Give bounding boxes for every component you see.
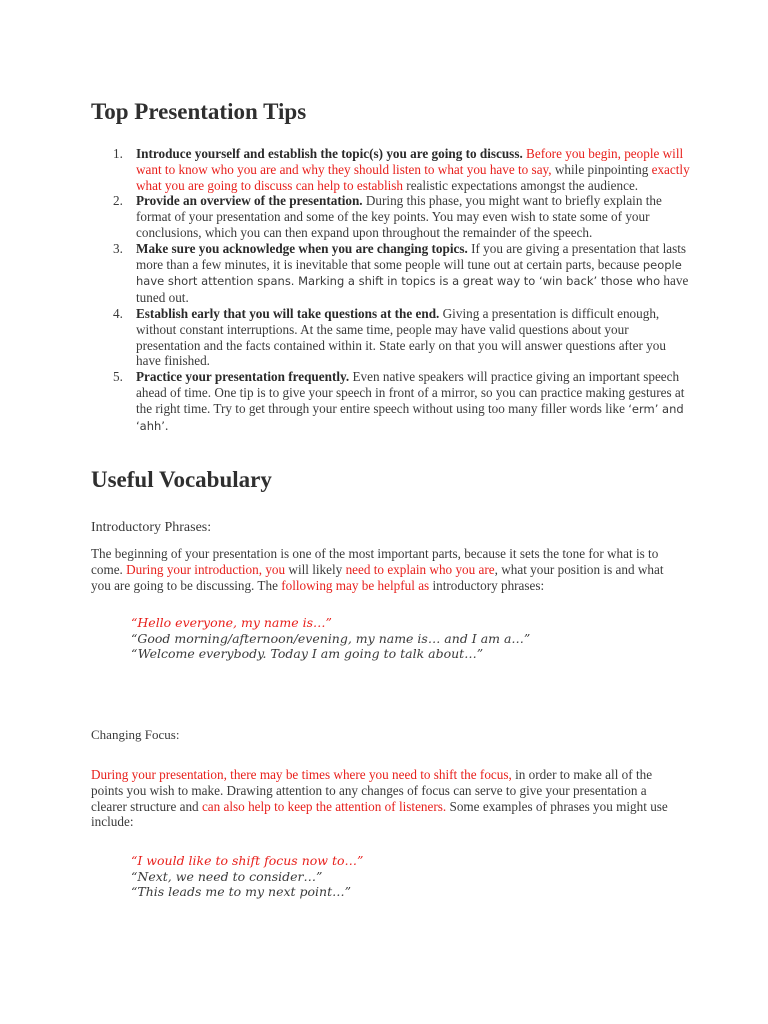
phrase-line: “Good morning/afternoon/evening, my name is… and I am a…” bbox=[131, 630, 531, 646]
highlighted-text: following may be helpful as bbox=[281, 577, 430, 593]
list-number: 5. bbox=[113, 369, 123, 385]
tip-text-sans: people have short attention spans. Marking a shift in topics is a great way to ‘win back’ those who bbox=[136, 257, 682, 289]
tip-text: while pinpointing bbox=[551, 161, 652, 177]
para-text: The beginning of your presentation is one of the most important parts, because it sets the tone for what is to come. bbox=[91, 546, 659, 577]
highlighted-text: exactly what you are going to discuss can help to establish bbox=[136, 161, 690, 193]
phrase-line: “This leads me to my next point…” bbox=[131, 884, 352, 899]
highlighted-text: Before you begin, people will want to know who you are and why they should listen to what you have to say, bbox=[136, 146, 684, 177]
tip-text: . bbox=[164, 417, 169, 433]
tip-text: During this phase, you might want to briefly explain the format of your presentation and some of the key points. You may even wish to state some of your conclusions, which you can then expand upon throughout the remainder of the speech. bbox=[136, 193, 662, 240]
page-title: Top Presentation Tips bbox=[91, 99, 307, 124]
list-item bbox=[91, 241, 691, 306]
tip-text: If you are giving a presentation that lasts more than a few minutes, it is inevitable that some people will tune out at certain parts, because bbox=[136, 240, 687, 272]
para-text: in order to make all of the points you wish to make. Drawing attention to any changes of focus can serve to give your presentation a clearer structure and bbox=[91, 767, 653, 814]
para-text: , what your position is and what you are going to be discussing. The bbox=[91, 561, 664, 593]
list-number: 1. bbox=[113, 146, 123, 161]
tip-heading: Practice your presentation frequently. bbox=[136, 369, 350, 385]
highlighted-text: During your introduction, you bbox=[126, 561, 286, 577]
focus-phrases bbox=[131, 853, 363, 900]
tip-text: Giving a presentation is difficult enough, without constant interruptions. At the same time, people may have valid questions about your presentation and the facts contained within it. State early on that you will answer questions after you have finished. bbox=[136, 305, 666, 369]
list-item bbox=[91, 146, 691, 193]
highlighted-text: During your presentation, there may be times where you need to shift the focus, bbox=[91, 767, 512, 782]
list-number: 4. bbox=[113, 305, 123, 321]
para-text: introductory phrases: bbox=[429, 577, 545, 593]
tip-heading: Provide an overview of the presentation. bbox=[136, 193, 363, 209]
intro-phrases bbox=[131, 615, 530, 662]
highlighted-text: can also help to keep the attention of listeners. bbox=[201, 798, 447, 814]
subheading-introductory: Introductory Phrases: bbox=[91, 520, 212, 535]
tip-heading: Introduce yourself and establish the topic(s) you are going to discuss. bbox=[136, 146, 523, 161]
intro-paragraph bbox=[91, 546, 681, 593]
list-number: 3. bbox=[113, 240, 123, 256]
tip-text-sans: ‘erm’ and ‘ahh’ bbox=[136, 401, 684, 433]
list-item bbox=[91, 193, 691, 240]
list-item bbox=[91, 369, 691, 434]
tip-heading: Make sure you acknowledge when you are changing topics. bbox=[136, 240, 468, 256]
phrase-line: “Hello everyone, my name is…” bbox=[131, 615, 332, 630]
tips-list bbox=[91, 146, 691, 434]
tip-text: realistic expectations amongst the audience. bbox=[403, 177, 639, 193]
focus-paragraph bbox=[91, 767, 681, 830]
phrase-line: “I would like to shift focus now to…” bbox=[131, 853, 364, 868]
section-title-vocabulary: Useful Vocabulary bbox=[91, 467, 272, 492]
highlighted-text: need to explain who you are bbox=[345, 561, 495, 577]
phrase-line: “Welcome everybody. Today I am going to talk about…” bbox=[131, 646, 484, 661]
list-item bbox=[91, 306, 691, 369]
para-text: will likely bbox=[285, 561, 346, 577]
tip-text: have tuned out. bbox=[136, 273, 689, 306]
list-number: 2. bbox=[113, 193, 123, 209]
phrase-line: “Next, we need to consider…” bbox=[131, 868, 323, 884]
tip-heading: Establish early that you will take questions at the end. bbox=[136, 305, 440, 321]
subheading-changing-focus: Changing Focus: bbox=[91, 727, 180, 742]
tip-text: Even native speakers will practice giving an important speech ahead of time. One tip is to give your speech in front of a mirror, so you can practice making gestures at the right time. Try to get through your entire speech without using too many filler words like bbox=[136, 369, 685, 416]
para-text: Some examples of phrases you might use include: bbox=[91, 798, 668, 830]
